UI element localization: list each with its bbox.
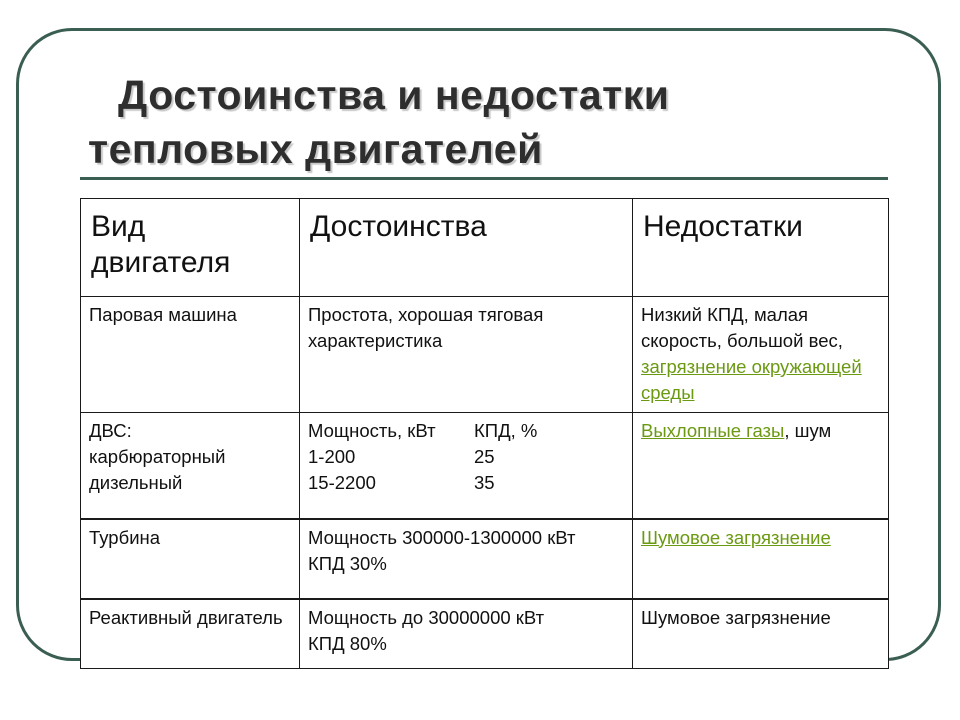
- header-disadvantages: Недостатки: [633, 199, 889, 297]
- cell-cons: Шумовое загрязнение: [633, 599, 889, 669]
- pros-header-line: [308, 418, 624, 444]
- pros-line: Мощность до 30000000 кВт: [308, 606, 545, 628]
- pros-line: Мощность 300000-1300000 кВт: [308, 526, 576, 548]
- noise-pollution-link[interactable]: Шумовое загрязнение: [641, 526, 831, 548]
- table-row-turbine: [81, 519, 889, 599]
- title-line-1: Достоинства и недостатки: [118, 72, 670, 118]
- type-line: ДВС:: [89, 420, 132, 441]
- cell-pros: Простота, хорошая тяговая характеристика: [300, 297, 633, 413]
- cell-pros: [300, 519, 633, 599]
- cell-cons: [633, 413, 889, 519]
- cons-text: , шум: [784, 420, 832, 441]
- table-row-steam-engine: [81, 297, 889, 413]
- cell-pros: [300, 413, 633, 519]
- diesel-values: [308, 470, 624, 496]
- type-line: карбюраторный: [89, 446, 226, 467]
- cell-cons: [633, 297, 889, 413]
- diesel-efficiency: 35: [474, 472, 495, 493]
- table-row-jet-engine: [81, 599, 889, 669]
- table-row-ice: [81, 413, 889, 519]
- carburetor-efficiency: 25: [474, 446, 495, 467]
- engines-table: [80, 198, 889, 669]
- carburetor-power: 1-200: [308, 446, 356, 467]
- title-underline: [80, 177, 888, 180]
- header-engine-type: Вид двигателя: [81, 199, 300, 297]
- pros-line: КПД 80%: [308, 632, 387, 654]
- power-label: Мощность, кВт: [308, 420, 436, 441]
- type-line: дизельный: [89, 472, 183, 493]
- exhaust-gases-link[interactable]: Выхлопные газы: [641, 420, 785, 441]
- cell-type: Реактивный двигатель: [81, 599, 300, 669]
- title-line-2: тепловых двигателей: [88, 126, 543, 172]
- pollution-link[interactable]: загрязнение окружающей среды: [641, 356, 862, 403]
- cell-pros: [300, 599, 633, 669]
- diesel-power: 15-2200: [308, 472, 376, 493]
- cell-cons: [633, 519, 889, 599]
- efficiency-label: КПД, %: [474, 420, 538, 441]
- cell-type: Паровая машина: [81, 297, 300, 413]
- cell-type: [81, 413, 300, 519]
- table-header-row: [81, 199, 889, 297]
- cons-text: Низкий КПД, малая скорость, большой вес,: [641, 304, 843, 351]
- carburetor-values: [308, 444, 624, 470]
- pros-line: КПД 30%: [308, 552, 387, 574]
- header-advantages: Достоинства: [300, 199, 633, 297]
- cell-type: Турбина: [81, 519, 300, 599]
- slide-title: [88, 68, 670, 176]
